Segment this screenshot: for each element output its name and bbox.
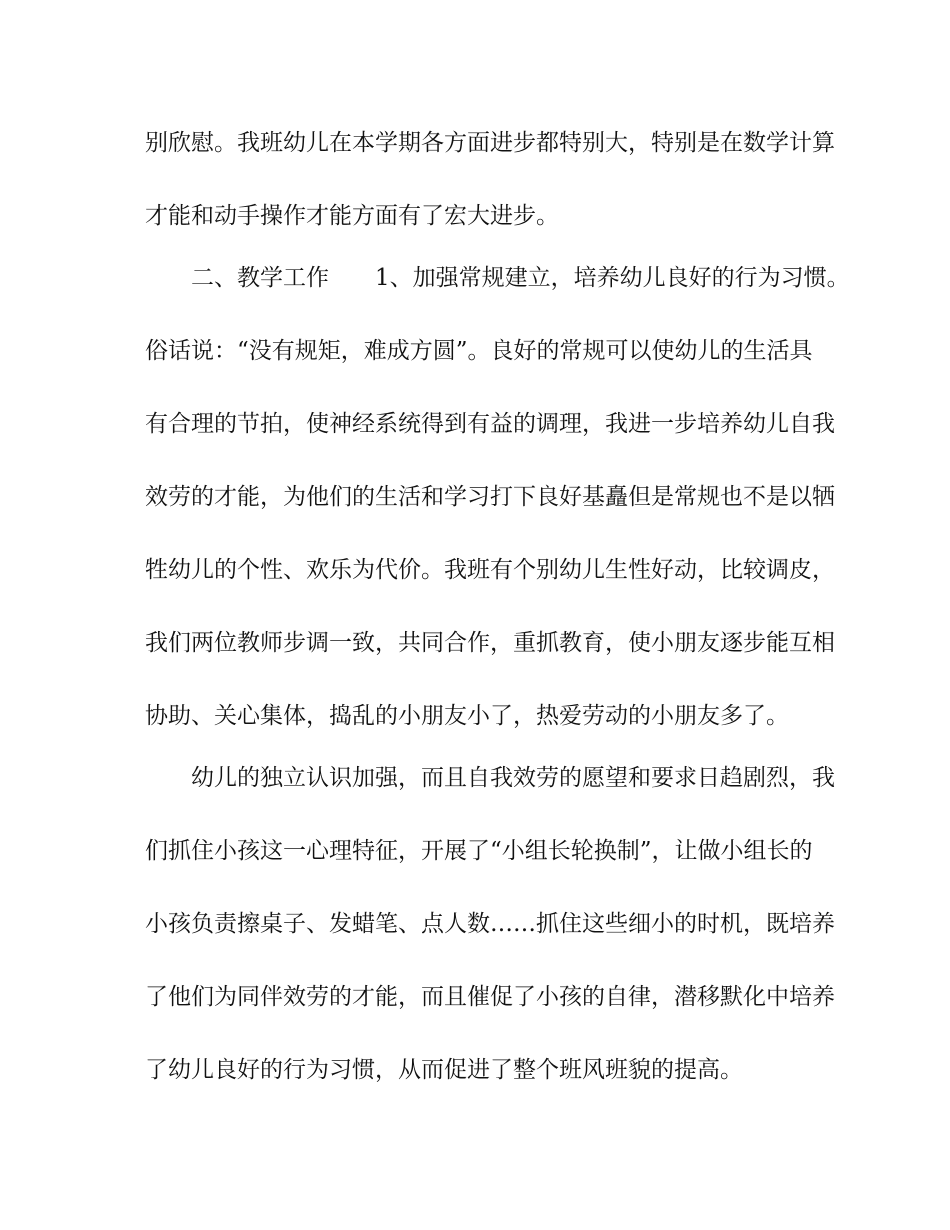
text-line: 小孩负责擦桌子、发蜡笔、点人数……抓住这些细小的时机，既培养 — [145, 911, 835, 937]
section-heading-line: 二、教学工作 1、加强常规建立，培养幼儿良好的行为习惯。 — [191, 265, 850, 291]
text-line: 牲幼儿的个性、欢乐为代价。我班有个别幼儿生性好动，比较调皮， — [145, 557, 835, 583]
text-line: 了他们为同伴效劳的才能，而且催促了小孩的自律，潜移默化中培养 — [145, 984, 835, 1010]
text-line: 们抓住小孩这一心理特征，开展了“小组长轮换制”，让做小组长的 — [145, 838, 813, 864]
paragraph-first-line: 幼儿的独立认识加强，而且自我效劳的愿望和要求日趋剧烈，我 — [191, 765, 835, 791]
text-line: 我们两位教师步调一致，共同合作，重抓教育，使小朋友逐步能互相 — [145, 630, 835, 656]
text-line: 才能和动手操作才能方面有了宏大进步。 — [145, 203, 559, 229]
text-line: 别欣慰。我班幼儿在本学期各方面进步都特别大，特别是在数学计算 — [145, 130, 835, 156]
text-line: 了幼儿良好的行为习惯，从而促进了整个班风班貌的提高。 — [145, 1057, 743, 1083]
text-line: 有合理的节拍，使神经系统得到有益的调理，我进一步培养幼儿自我 — [145, 411, 835, 437]
text-line: 俗话说：“没有规矩，难成方圆”。良好的常规可以使幼儿的生活具 — [145, 338, 813, 364]
text-line: 协助、关心集体，捣乱的小朋友小了，热爱劳动的小朋友多了。 — [145, 703, 789, 729]
text-line: 效劳的才能，为他们的生活和学习打下良好基矗但是常规也不是以牺 — [145, 484, 835, 510]
